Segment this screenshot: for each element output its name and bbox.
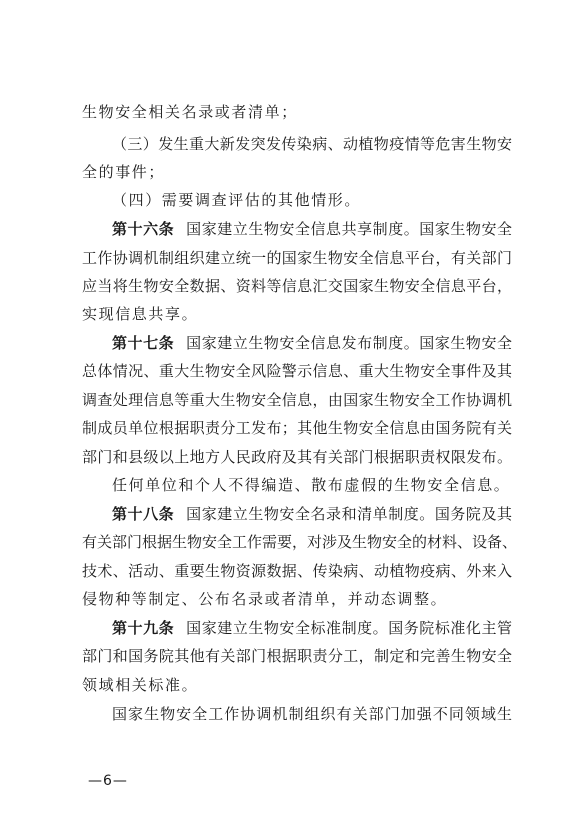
text-line: 制成员单位根据职责分工发布；其他生物安全信息由国务院有关 bbox=[82, 419, 512, 437]
text-line: （四）需要调查评估的其他情形。 bbox=[112, 191, 362, 209]
text-line: 工作协调机制组织建立统一的国家生物安全信息平台，有关部门 bbox=[82, 249, 512, 267]
text-line: 应当将生物安全数据、资料等信息汇交国家生物安全信息平台， bbox=[82, 277, 512, 295]
article-line: 第十九条 国家建立生物安全标准制度。国务院标准化主管 bbox=[112, 619, 512, 637]
text-line: 部门和国务院其他有关部门根据职责分工，制定和完善生物安全 bbox=[82, 647, 512, 665]
text-line: 国家生物安全工作协调机制组织有关部门加强不同领域生 bbox=[112, 705, 512, 723]
article-heading: 第十七条 bbox=[112, 334, 175, 352]
text-line: 有关部门根据生物安全工作需要，对涉及生物安全的材料、设备、 bbox=[82, 533, 518, 551]
article-heading: 第十八条 bbox=[112, 505, 175, 523]
text-line: 部门和县级以上地方人民政府及其有关部门根据职责权限发布。 bbox=[82, 448, 512, 466]
article-heading: 第十九条 bbox=[112, 619, 175, 637]
text-line: 总体情况、重大生物安全风险警示信息、重大生物安全事件及其 bbox=[82, 362, 512, 380]
text-line: 侵物种等制定、公布名录或者清单，并动态调整。 bbox=[82, 590, 448, 608]
article-heading: 第十六条 bbox=[112, 220, 175, 238]
text-line: （三）发生重大新发突发传染病、动植物疫情等危害生物安 bbox=[112, 135, 512, 153]
text-line: 全的事件； bbox=[82, 163, 166, 181]
text-line: 生物安全相关名录或者清单； bbox=[82, 103, 298, 121]
text-line: 实现信息共享。 bbox=[82, 305, 199, 323]
article-line: 第十七条 国家建立生物安全信息发布制度。国家生物安全 bbox=[112, 334, 512, 352]
text-line: 调查处理信息等重大生物安全信息，由国家生物安全工作协调机 bbox=[82, 391, 512, 409]
article-line: 第十六条 国家建立生物安全信息共享制度。国家生物安全 bbox=[112, 220, 512, 238]
page-number: —6— bbox=[88, 773, 128, 789]
text-line: 技术、活动、重要生物资源数据、传染病、动植物疫病、外来入 bbox=[82, 562, 512, 580]
article-line: 第十八条 国家建立生物安全名录和清单制度。国务院及其 bbox=[112, 505, 512, 523]
text-line: 任何单位和个人不得编造、散布虚假的生物安全信息。 bbox=[112, 476, 511, 494]
text-line: 领域相关标准。 bbox=[82, 676, 199, 694]
